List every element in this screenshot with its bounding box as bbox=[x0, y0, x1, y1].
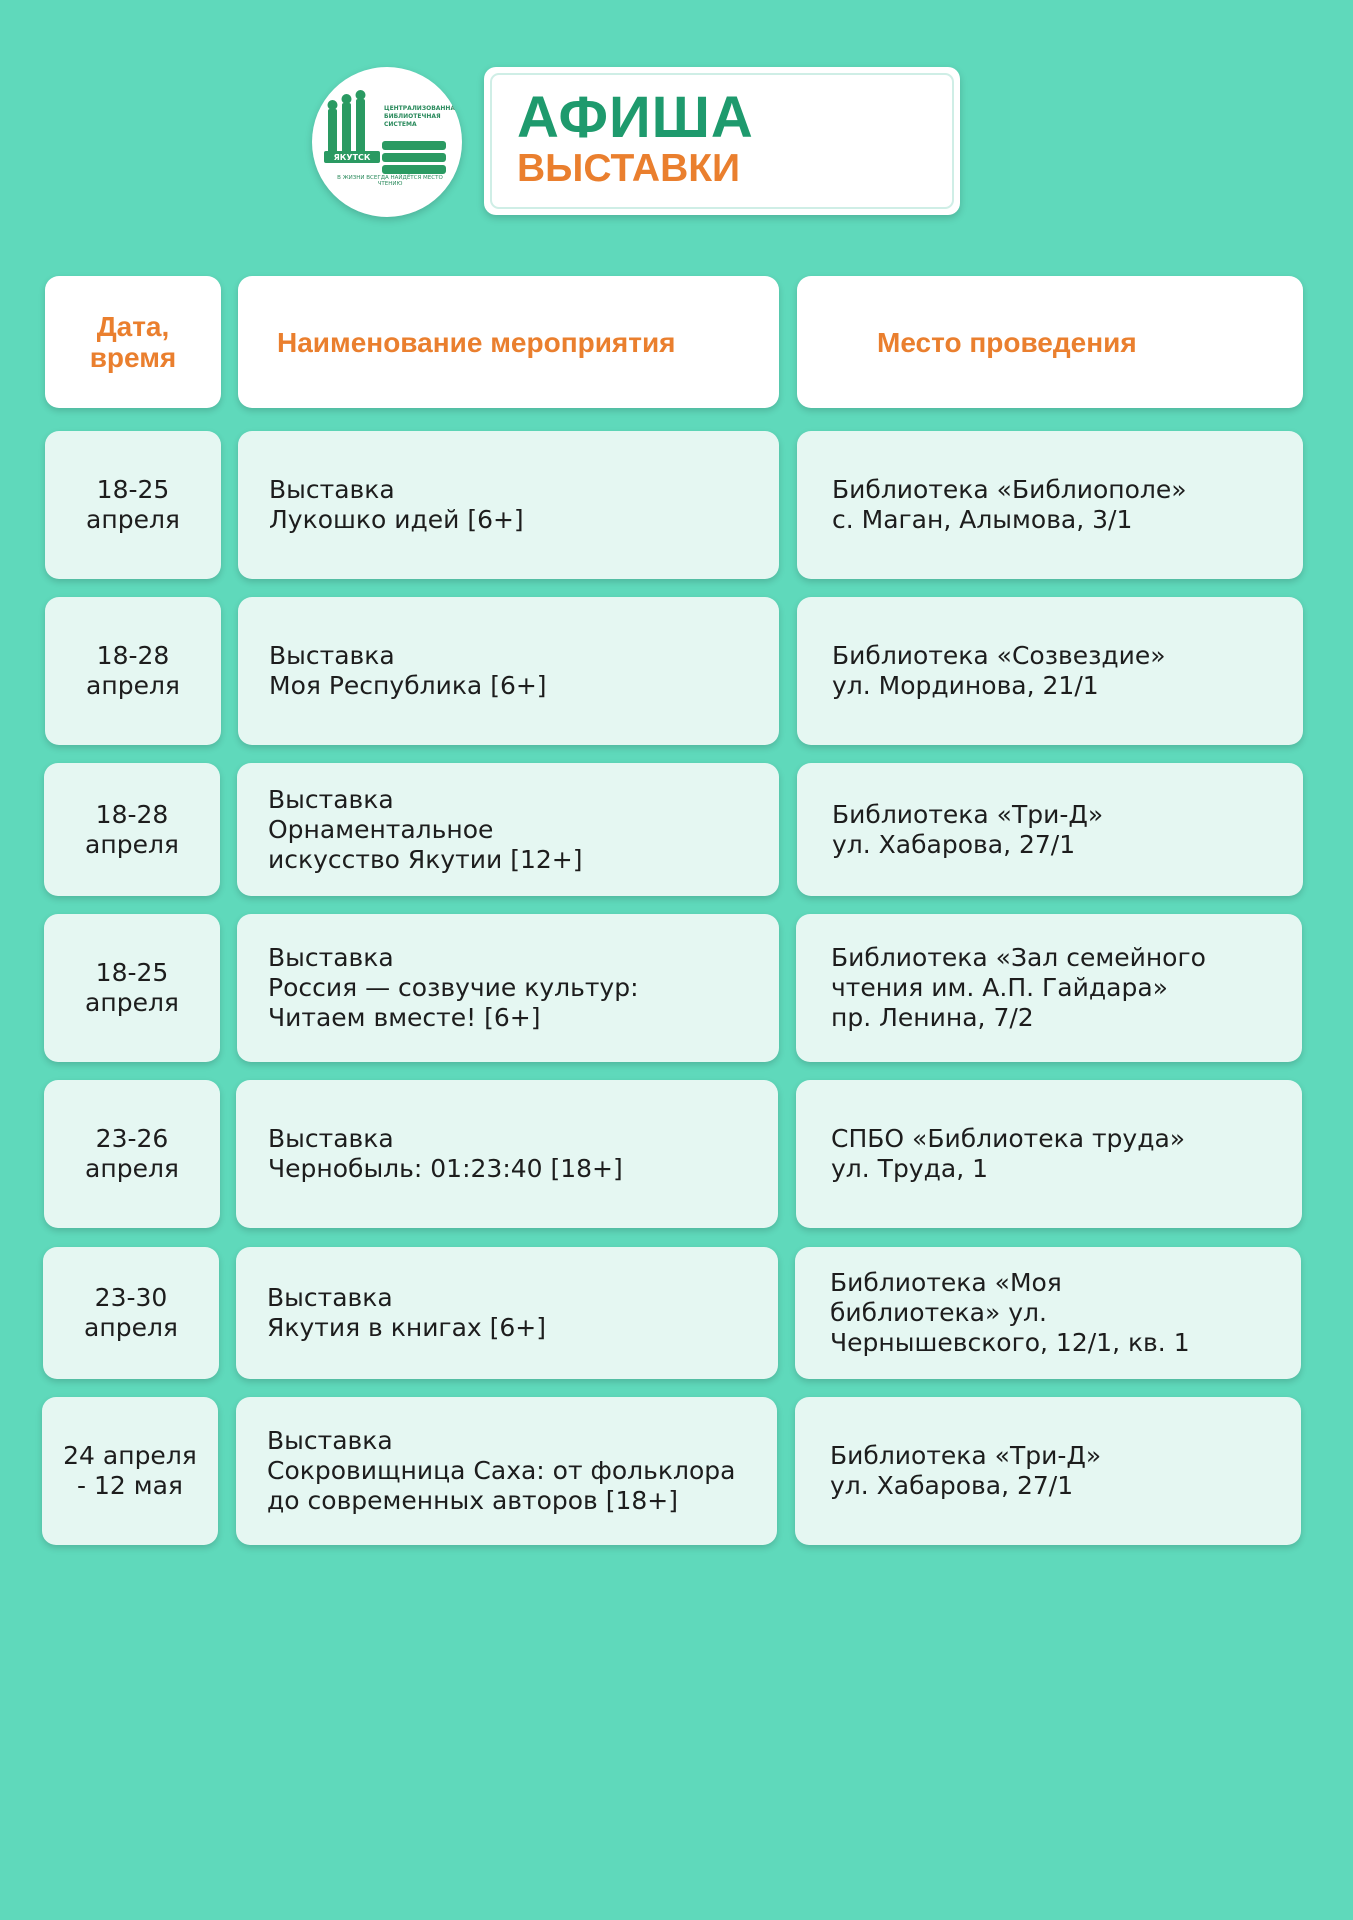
name-line: до современных авторов [18+] bbox=[267, 1486, 678, 1515]
table-row-date bbox=[45, 431, 221, 579]
date-line: 23-26 bbox=[95, 1124, 169, 1153]
place-line: СПБО «Библиотека труда» bbox=[831, 1124, 1186, 1153]
logo-org-line: БИБЛИОТЕЧНАЯ bbox=[384, 113, 441, 120]
table-row-place bbox=[795, 1247, 1301, 1379]
table-row-name bbox=[236, 1247, 778, 1379]
date-line: апреля bbox=[86, 505, 180, 534]
place-line: Библиотека «Моя bbox=[830, 1268, 1062, 1297]
place-line: ул. Хабарова, 27/1 bbox=[830, 1471, 1074, 1500]
logo-org-name bbox=[384, 105, 460, 129]
table-row-date bbox=[44, 763, 220, 896]
name-line: Моя Республика [6+] bbox=[269, 671, 547, 700]
table-row-date bbox=[44, 914, 220, 1062]
name-line: Выставка bbox=[268, 943, 394, 972]
table-row-date bbox=[45, 597, 221, 745]
name-line: Выставка bbox=[269, 641, 395, 670]
header-date-line: Дата, bbox=[96, 311, 170, 342]
date-line: апреля bbox=[85, 988, 179, 1017]
logo-org-line: ЦЕНТРАЛИЗОВАННАЯ bbox=[384, 105, 460, 112]
logo-brand-text: ЯКУТСК bbox=[333, 153, 371, 162]
date-line: 24 апреля bbox=[63, 1441, 197, 1470]
table-row-date bbox=[42, 1397, 218, 1545]
name-line: Выставка bbox=[267, 1426, 393, 1455]
library-logo-icon bbox=[312, 67, 462, 217]
table-row-place bbox=[797, 597, 1303, 745]
table-row-name bbox=[237, 763, 779, 896]
name-line: Читаем вместе! [6+] bbox=[268, 1003, 541, 1032]
table-row-date bbox=[43, 1247, 219, 1379]
place-line: Библиотека «Библиополе» bbox=[832, 475, 1187, 504]
table-row-place bbox=[795, 1397, 1301, 1545]
date-line: 18-25 bbox=[96, 475, 170, 504]
name-line: Сокровищница Саха: от фольклора bbox=[267, 1456, 736, 1485]
table-row-name bbox=[238, 431, 779, 579]
page-title: АФИША bbox=[517, 85, 754, 150]
place-line: Библиотека «Три-Д» bbox=[830, 1441, 1102, 1470]
place-line: ул. Хабарова, 27/1 bbox=[832, 829, 1076, 859]
title-box bbox=[484, 67, 960, 215]
logo-org-line: СИСТЕМА bbox=[384, 121, 417, 128]
name-line: Лукошко идей [6+] bbox=[269, 505, 524, 534]
header-name bbox=[238, 276, 779, 408]
table-row-name bbox=[236, 1080, 778, 1228]
place-line: Библиотека «Зал семейного bbox=[831, 943, 1206, 972]
name-line: Выставка bbox=[268, 784, 394, 814]
date-line: апреля bbox=[85, 829, 179, 859]
name-line: Выставка bbox=[269, 475, 395, 504]
place-line: с. Маган, Алымова, 3/1 bbox=[832, 505, 1133, 534]
name-line: Чернобыль: 01:23:40 [18+] bbox=[268, 1154, 623, 1183]
table-row-name bbox=[237, 914, 779, 1062]
place-line: Чернышевского, 12/1, кв. 1 bbox=[830, 1328, 1190, 1357]
table-row-date bbox=[44, 1080, 220, 1228]
place-line: пр. Ленина, 7/2 bbox=[831, 1003, 1034, 1032]
name-line: Выставка bbox=[268, 1124, 394, 1153]
date-line: 18-28 bbox=[95, 799, 169, 829]
table-row-place bbox=[796, 914, 1302, 1062]
place-line: библиотека» ул. bbox=[830, 1298, 1047, 1327]
name-line: искусство Якутии [12+] bbox=[268, 844, 583, 874]
table-row-place bbox=[797, 431, 1303, 579]
name-line: Орнаментальное bbox=[268, 814, 494, 844]
table-row-name bbox=[238, 597, 779, 745]
name-line: Россия — созвучие культур: bbox=[268, 973, 639, 1002]
name-line: Якутия в книгах [6+] bbox=[267, 1313, 546, 1342]
header-place bbox=[797, 276, 1303, 408]
date-line: апреля bbox=[86, 671, 180, 700]
place-line: ул. Мординова, 21/1 bbox=[832, 671, 1099, 700]
place-line: Библиотека «Три-Д» bbox=[832, 799, 1104, 829]
place-line: чтения им. А.П. Гайдара» bbox=[831, 973, 1168, 1002]
date-line: 23-30 bbox=[94, 1283, 168, 1312]
table-row-place bbox=[797, 763, 1303, 896]
place-line: ул. Труда, 1 bbox=[831, 1154, 989, 1183]
page-subtitle: ВЫСТАВКИ bbox=[517, 147, 741, 190]
table-row-place bbox=[796, 1080, 1302, 1228]
name-line: Выставка bbox=[267, 1283, 393, 1312]
library-logo bbox=[312, 67, 462, 217]
table-row-name bbox=[236, 1397, 777, 1545]
logo-slogan: В ЖИЗНИ ВСЕГДА НАЙДЁТСЯ МЕСТО ЧТЕНИЮ bbox=[337, 175, 443, 187]
header-date-line: время bbox=[89, 342, 177, 373]
header-place-label: Место проведения bbox=[877, 326, 1137, 358]
date-line: - 12 мая bbox=[77, 1471, 183, 1500]
date-line: апреля bbox=[85, 1154, 179, 1183]
date-line: апреля bbox=[84, 1313, 178, 1342]
date-line: 18-25 bbox=[95, 958, 169, 987]
date-line: 18-28 bbox=[96, 641, 170, 670]
header-date bbox=[45, 276, 221, 408]
place-line: Библиотека «Созвездие» bbox=[832, 641, 1166, 670]
header-name-label: Наименование мероприятия bbox=[277, 326, 676, 358]
